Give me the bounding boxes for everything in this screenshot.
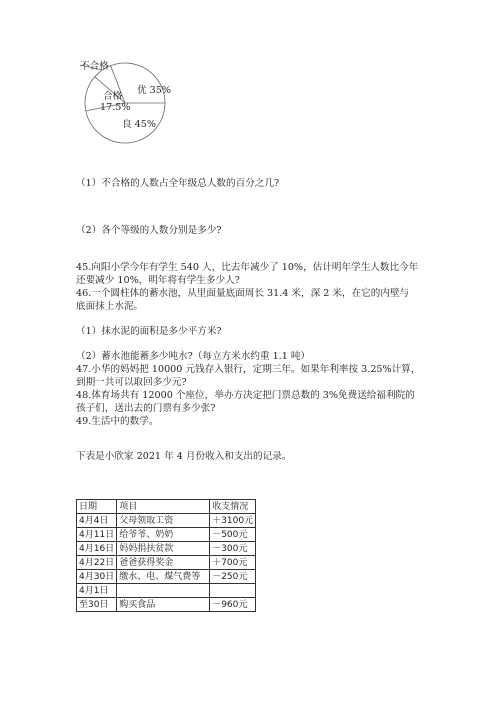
- pie-label-good: 良 45%: [122, 119, 156, 130]
- cell-date: 4月22日: [77, 556, 117, 570]
- problem-47-line1: 47.小华的妈妈把 10000 元钱存入银行，定期三年。如果年利率按 3.25%计算，: [76, 364, 421, 375]
- question-1: （1）不合格的人数占全年级总人数的百分之几?: [76, 178, 280, 189]
- cell-item: 爸爸获得奖金: [117, 556, 210, 570]
- problem-45-line2: 还要减少 10%，明年将有学生多少人?: [76, 275, 240, 286]
- table-row: [77, 598, 256, 612]
- problem-46-line2: 底面抹上水泥。: [76, 301, 144, 312]
- cell-item: 父母领取工资: [117, 514, 210, 528]
- cell-amount: －960元: [210, 598, 256, 612]
- pie-label-excellent: 优 35%: [137, 85, 171, 96]
- cell-date: 4月4日: [77, 514, 117, 528]
- problem-47-line2: 到期一共可以取回多少元?: [76, 377, 187, 388]
- pie-label-fail: 不合格: [80, 61, 109, 72]
- cell-item: 妈妈捐扶贫款: [117, 542, 210, 556]
- cell-date: 4月30日: [77, 570, 117, 584]
- header-date: 日期: [77, 500, 117, 514]
- cell-item: 购买食品: [117, 598, 210, 612]
- cell-item: 缴水、电、煤气费等: [117, 570, 210, 584]
- cell-amount: －300元: [210, 542, 256, 556]
- cell-amount: －250元: [210, 570, 256, 584]
- problem-46-part2: （2）蓄水池能蓄多少吨水?（每立方米水约重 1.1 吨）: [76, 351, 311, 362]
- income-expense-table: [76, 499, 256, 612]
- header-amount: 收支情况: [210, 500, 256, 514]
- cell-date: 4月1日: [77, 584, 117, 598]
- cell-amount: ＋3100元: [210, 514, 256, 528]
- cell-amount: －500元: [210, 528, 256, 542]
- cell-date: 至30日: [77, 598, 117, 612]
- pie-label-pass-pct: 17.5%: [100, 102, 131, 113]
- table-row: [77, 584, 256, 598]
- cell-date: 4月16日: [77, 542, 117, 556]
- problem-46-part1: （1）抹水泥的面积是多少平方米?: [76, 326, 222, 337]
- problem-48-line1: 48.体育场共有 12000 个座位，举办方决定把门票总数的 3%免费送给福利院的: [76, 390, 415, 401]
- table-intro: 下表是小欣家 2021 年 4 月份收入和支出的记录。: [76, 451, 292, 462]
- header-item: 项目: [117, 500, 210, 514]
- problem-45-line1: 45.向阳小学今年有学生 540 人，比去年减少了 10%，估计明年学生人数比今年: [76, 262, 419, 273]
- cell-item: [117, 584, 210, 598]
- table-header-row: [77, 500, 256, 514]
- problem-48-line2: 孩子们，送出去的门票有多少张?: [76, 403, 216, 414]
- table-row: [77, 542, 256, 556]
- problem-49: 49.生活中的数学。: [76, 416, 159, 427]
- problem-46-line1: 46.一个圆柱体的蓄水池，从里面量底面周长 31.4 米，深 2 米，在它的内壁与: [76, 288, 410, 299]
- question-2: （2）各个等级的人数分别是多少?: [76, 225, 222, 236]
- cell-amount: [210, 584, 256, 598]
- cell-date: 4月11日: [77, 528, 117, 542]
- table-row: [77, 556, 256, 570]
- cell-amount: ＋700元: [210, 556, 256, 570]
- table-row: [77, 570, 256, 584]
- pie-label-pass: 合格: [103, 91, 123, 102]
- table-row: [77, 528, 256, 542]
- table-row: [77, 514, 256, 528]
- cell-item: 给爷爷、奶奶: [117, 528, 210, 542]
